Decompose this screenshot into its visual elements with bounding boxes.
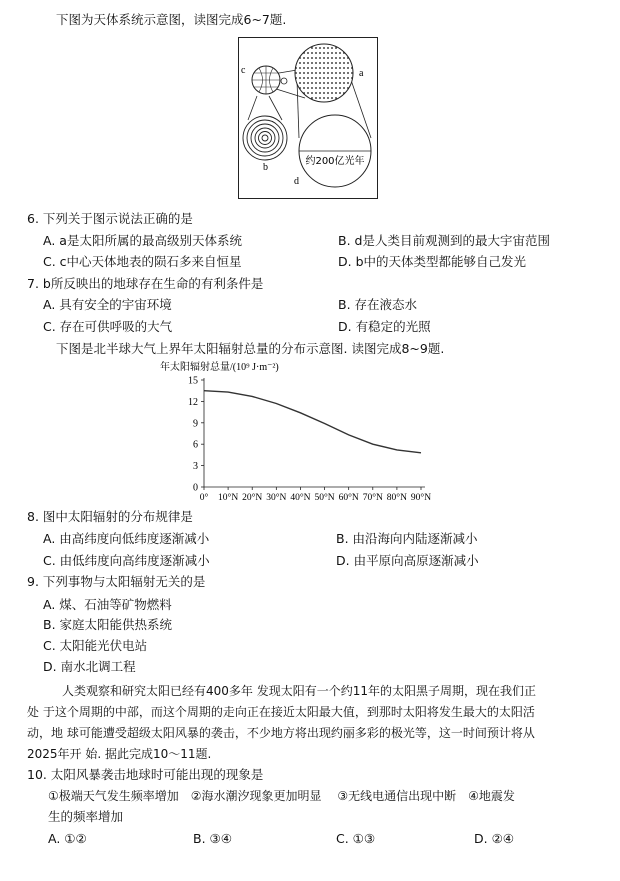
celestial-system-diagram [239,38,377,198]
q9-option-b: B. 家庭太阳能供热系统 [43,617,173,632]
chart-y-tick-label: 3 [193,461,198,473]
q6-option-a: A. a是太阳所属的最高级别天体系统 [43,233,242,248]
q7-option-c: C. 存在可供呼吸的大气 [43,319,173,334]
q9-stem: 9. 下列事物与太阳辐射无关的是 [27,574,206,589]
q8-option-d: D. 由平原向高原逐渐减小 [336,553,479,568]
system-b-circles [243,116,287,160]
passage-line-3: 动，地 球可能遭受超级太阳风暴的袭击，不少地方将出现约丽多彩的极光等，这一时间预计将从 [27,726,535,740]
chart-y-tick-label: 6 [193,439,198,451]
q10-option-a: A. ①② [48,831,87,846]
chart-x-tick-label: 90°N [410,493,432,501]
q6-stem: 6. 下列关于图示说法正确的是 [27,211,193,226]
passage-line-4: 2025年开 始. 据此完成10～11题. [27,747,212,761]
chart-y-tick-label: 15 [188,375,198,387]
label-a: a [359,68,364,79]
radiation-chart-svg [156,356,436,501]
q8-option-c: C. 由低纬度向高纬度逐渐减小 [43,553,210,568]
q10-option-c: C. ①③ [336,831,376,846]
passage-line-1: 人类观察和研究太阳已经有400多年 发现太阳有一个约11年的太阳黑子周期，现在我们正 [62,684,536,698]
intro-text: 下图为天体系统示意图，读图完成6~7题. [56,12,287,27]
q7-stem: 7. b所反映出的地球存在生命的有利条件是 [27,276,264,291]
label-c: c [241,65,246,76]
q7-option-d: D. 有稳定的光照 [338,319,431,334]
q10-stem: 10. 太阳风暴袭击地球时可能出现的现象是 [27,767,264,782]
q8-stem: 8. 图中太阳辐射的分布规律是 [27,509,193,524]
chart-y-tick-label: 9 [193,418,198,430]
chart-y-axis-label: 年太阳辐射总量/(10⁹ J·m⁻²) [160,362,279,373]
label-d: d [294,176,299,187]
celestial-system-figure [238,37,378,199]
q6-option-b: B. d是人类目前观测到的最大宇宙范围 [338,233,550,248]
q9-option-a: A. 煤、石油等矿物燃料 [43,597,172,612]
q8-option-a: A. 由高纬度向低纬度逐渐减小 [43,531,210,546]
chart-x-tick-label: 60°N [338,493,359,501]
q8-option-b: B. 由沿海向内陆逐渐减小 [336,531,478,546]
chart-x-tick-label: 50°N [314,493,335,501]
chart-x-tick-label: 0° [199,493,209,501]
q9-option-d: D. 南水北调工程 [43,659,136,674]
chart-x-tick-label: 20°N [242,493,263,501]
chart-x-tick-label: 40°N [290,493,311,501]
q9-option-c: C. 太阳能光伏电站 [43,638,148,653]
q10-items-line-1: ①极端天气发生频率增加 ②海水潮汐现象更加明显 ③无线电通信出现中断 ④地震发 [48,789,515,803]
chart-y-tick-label: 0 [193,482,198,494]
q7-option-b: B. 存在液态水 [338,297,418,312]
chart-y-tick-label: 12 [188,396,198,408]
passage-line-2: 处 于这个周期的中部，而这个周期的走向正在接近太阳最大值，到那时太阳将发生最大的太阳活 [27,705,535,719]
chart-x-tick-label: 10°N [218,493,239,501]
distance-label: 约200亿光年 [305,156,365,167]
radiation-chart [156,356,436,501]
q10-option-b: B. ③④ [193,831,232,846]
label-b: b [263,162,268,173]
q6-option-c: C. c中心天体地表的陨石多来自恒星 [43,254,242,269]
q6-option-d: D. b中的天体类型都能够自己发光 [338,254,527,269]
system-c-moon [281,78,287,84]
q10-option-d: D. ②④ [474,831,514,846]
q7-option-a: A. 具有安全的宇宙环境 [43,297,172,312]
chart-x-tick-label: 70°N [362,493,383,501]
intro2-text: 下图是北半球大气上界年太阳辐射总量的分布示意图. 读图完成8~9题. [56,341,445,356]
chart-series-line [204,391,421,453]
chart-x-tick-label: 80°N [386,493,407,501]
chart-x-tick-label: 30°N [266,493,287,501]
q10-items-line-2: 生的频率增加 [48,809,124,824]
